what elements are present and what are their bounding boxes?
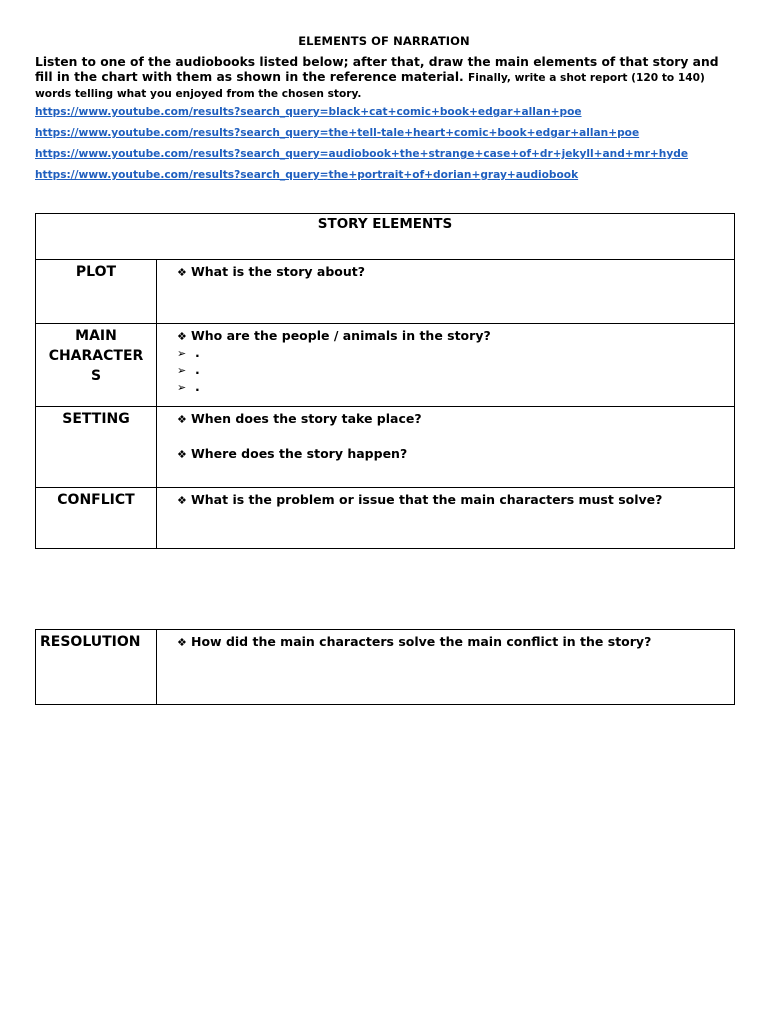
diamond-bullet-icon: ❖ — [177, 636, 187, 649]
character-bullet-3[interactable] — [177, 379, 734, 396]
resolution-question: How did the main characters solve the main conflict in the story? — [191, 634, 652, 649]
main-characters-question: Who are the people / animals in the story? — [191, 328, 491, 343]
resolution-answer-cell[interactable] — [157, 630, 735, 705]
plot-answer-cell[interactable] — [157, 260, 735, 324]
character-bullet-2[interactable] — [177, 362, 734, 379]
main-characters-label-line2: CHARACTER — [48, 348, 144, 364]
conflict-answer-cell[interactable] — [157, 488, 735, 549]
setting-label: SETTING — [36, 407, 157, 488]
plot-question: What is the story about? — [191, 264, 365, 279]
character-blank: . — [195, 345, 200, 360]
diamond-bullet-icon: ❖ — [177, 330, 187, 343]
story-elements-header: STORY ELEMENTS — [36, 214, 735, 260]
resolution-label: RESOLUTION — [36, 630, 157, 705]
arrow-bullet-icon: ➢ — [177, 364, 187, 377]
audiobook-link-black-cat[interactable]: https://www.youtube.com/results?search_query=black+cat+comic+book+edgar+allan+poe — [35, 106, 582, 118]
setting-answer-cell[interactable] — [157, 407, 735, 488]
instructions-main: Listen to one of the audiobooks listed below; after that, draw the main elements of that story and fill in the chart with them as shown in the reference material. — [35, 55, 719, 84]
story-elements-table — [35, 213, 735, 549]
character-blank: . — [195, 379, 200, 394]
setting-when-question: When does the story take place? — [191, 411, 422, 426]
diamond-bullet-icon: ❖ — [177, 413, 187, 426]
instructions-small: Finally, write a shot report (120 to 140) words telling what you enjoyed from the chosen story. — [35, 72, 705, 100]
setting-where-question: Where does the story happen? — [191, 446, 408, 461]
main-characters-label-line1: MAIN — [75, 328, 117, 344]
diamond-bullet-icon: ❖ — [177, 494, 187, 507]
character-blank: . — [195, 362, 200, 377]
instructions — [35, 55, 735, 102]
plot-label: PLOT — [36, 260, 157, 324]
diamond-bullet-icon: ❖ — [177, 266, 187, 279]
page-title: ELEMENTS OF NARRATION — [298, 34, 470, 48]
main-characters-label — [36, 324, 157, 407]
main-characters-answer-cell[interactable] — [157, 324, 735, 407]
audiobook-link-tell-tale-heart[interactable]: https://www.youtube.com/results?search_query=the+tell-tale+heart+comic+book+edgar+allan+poe — [35, 127, 640, 139]
audiobook-link-dorian-gray[interactable]: https://www.youtube.com/results?search_query=the+portrait+of+dorian+gray+audiobook — [35, 169, 579, 181]
conflict-question: What is the problem or issue that the main characters must solve? — [191, 492, 663, 507]
main-characters-label-line3: S — [90, 368, 102, 384]
character-bullet-1[interactable] — [177, 345, 734, 362]
audiobook-link-jekyll-hyde[interactable]: https://www.youtube.com/results?search_query=audiobook+the+strange+case+of+dr+jekyll+and+mr+hyde — [35, 148, 689, 160]
diamond-bullet-icon: ❖ — [177, 448, 187, 461]
arrow-bullet-icon: ➢ — [177, 347, 187, 360]
resolution-table — [35, 629, 735, 705]
arrow-bullet-icon: ➢ — [177, 381, 187, 394]
conflict-label: CONFLICT — [36, 488, 157, 549]
